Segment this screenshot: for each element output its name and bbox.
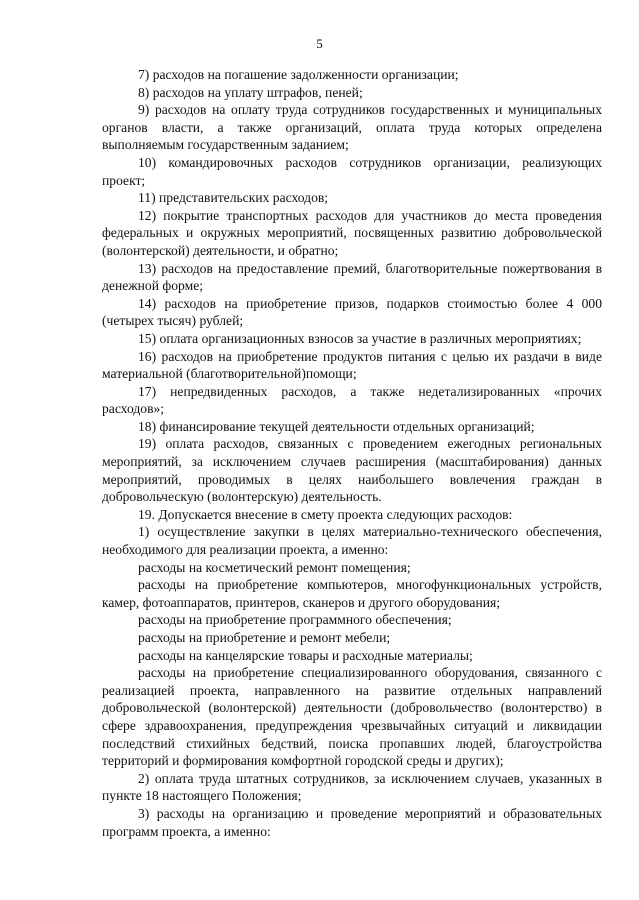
list-item-15: 15) оплата организационных взносов за участие в различных мероприятиях; — [138, 330, 582, 346]
list-item-17: 17) непредвиденных расходов, а также недетализированных «прочих расходов»; — [102, 383, 602, 417]
list-item-18: 18) финансирование текущей деятельности отдельных организаций; — [138, 418, 535, 434]
page-number: 5 — [316, 36, 323, 51]
list-item-10: 10) командировочных расходов сотрудников организации, реализующих проект; — [102, 154, 602, 188]
allowed-subitem-equipment: расходы на приобретение компьютеров, многофункциональных устройств, камер, фотоаппаратов, принтеров, сканеров и другого оборудования; — [102, 577, 602, 610]
list-item-12: 12) покрытие транспортных расходов для участников до места проведения федеральных и окружных мероприятий, посвященных развитию добровольческой (волонтерской) деятельности, и обратно; — [102, 207, 602, 258]
list-item-7: 7) расходов на погашение задолженности организации; — [138, 67, 459, 82]
allowed-subitem-repair: расходы на косметический ремонт помещения; — [138, 559, 411, 575]
list-item-19: 19) оплата расходов, связанных с проведением ежегодных региональных мероприятий, за исключением случаев расширения (масштабирования) данных мероприятий, проводимых в целях наибольшего вовлечения граждан в добровольческую (волонтерскую) деятельность. — [102, 436, 602, 505]
document-body — [102, 66, 602, 840]
list-item-13: 13) расходов на предоставление премий, благотворительные пожертвования в денежной форме; — [102, 260, 602, 294]
section-19-heading: 19. Допускается внесение в смету проекта следующих расходов: — [138, 506, 513, 522]
list-item-11: 11) представительских расходов; — [138, 190, 329, 206]
allowed-subitem-specialized: расходы на приобретение специализированного оборудования, связанного с реализацией проекта, направленного на развитие отдельных направлений добровольческой (волонтерской) деятельности (добровольчество (волонтерство) в сфере здравоохранения, предупреждения чрезвычайных ситуаций и ликвидации последствий стихийных бедствий, поиска пропавших людей, благоустройства территорий и формирования комфортной городской среды и других); — [102, 665, 602, 769]
list-item-14: 14) расходов на приобретение призов, подарков стоимостью более 4 000 (четырех тысяч) рублей; — [102, 295, 602, 329]
allowed-item-2: 2) оплата труда штатных сотрудников, за исключением случаев, указанных в пункте 18 настоящего Положения; — [102, 770, 602, 804]
list-item-9: 9) расходов на оплату труда сотрудников государственных и муниципальных органов власти, а также организаций, оплата труда которых определена выполняемым государственным заданием; — [102, 102, 602, 153]
allowed-subitem-stationery: расходы на канцелярские товары и расходные материалы; — [138, 647, 473, 663]
list-item-8: 8) расходов на уплату штрафов, пеней; — [138, 84, 363, 100]
allowed-subitem-furniture: расходы на приобретение и ремонт мебели; — [138, 630, 391, 645]
list-item-16: 16) расходов на приобретение продуктов питания с целью их раздачи в виде материальной (благотворительной)помощи; — [102, 348, 602, 382]
allowed-item-3: 3) расходы на организацию и проведение мероприятий и образовательных программ проекта, а именно: — [102, 805, 602, 839]
allowed-item-1: 1) осуществление закупки в целях материально-технического обеспечения, необходимого для реализации проекта, а именно: — [102, 524, 602, 558]
allowed-subitem-software: расходы на приобретение программного обеспечения; — [138, 612, 452, 628]
